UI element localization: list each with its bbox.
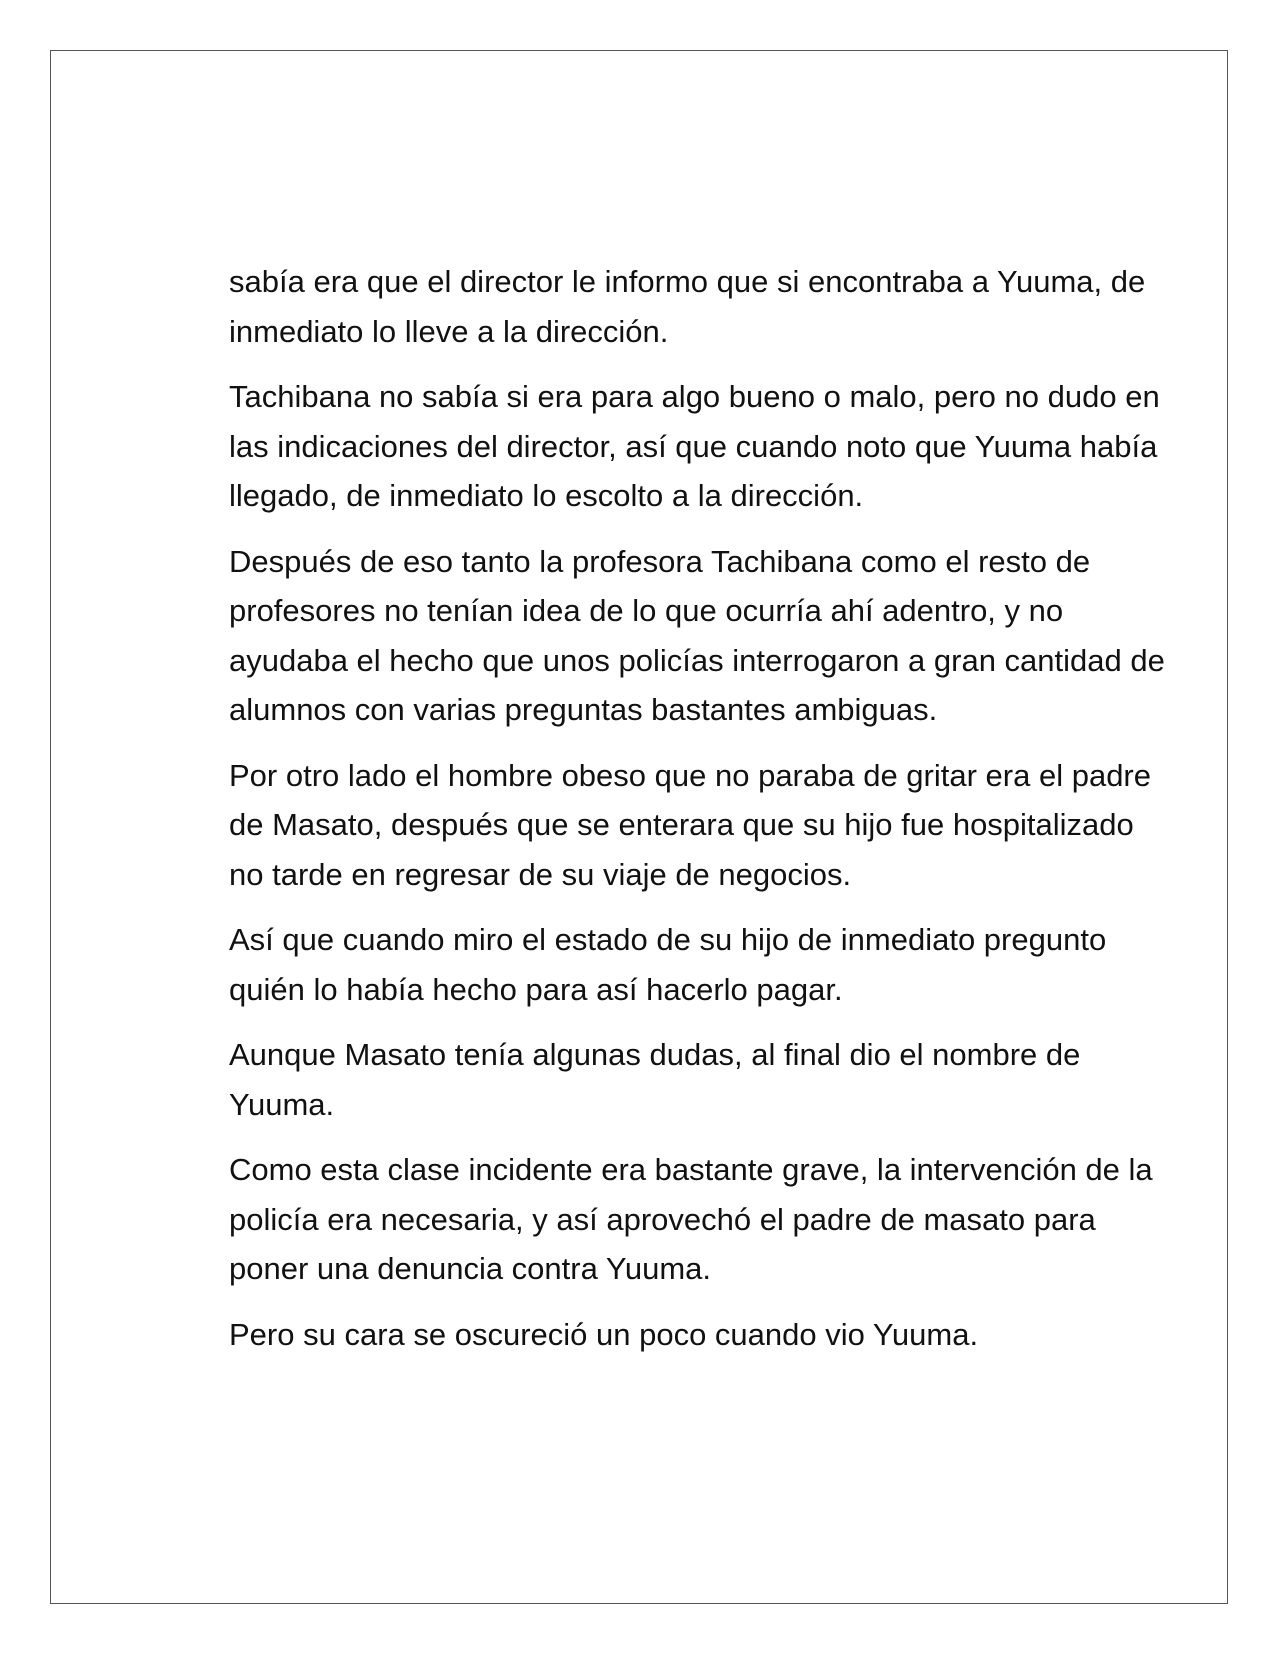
paragraph-8: Pero su cara se oscureció un poco cuando vio Yuuma. bbox=[229, 1316, 979, 1352]
paragraph-6: Aunque Masato tenía algunas dudas, al final dio el nombre de Yuuma. bbox=[229, 1037, 1081, 1122]
document-page bbox=[50, 50, 1228, 1604]
paragraph-3: Después de eso tanto la profesora Tachibana como el resto de profesores no tenían idea de lo que ocurría ahí adentro, y no ayudaba el hecho que unos policías interrogaron a gran cantidad de alumnos con varias preguntas bastantes ambiguas. bbox=[229, 543, 1165, 727]
paragraph-1: sabía era que el director le informo que si encontraba a Yuuma, de inmediato lo lleve a la dirección. bbox=[229, 264, 1146, 349]
document-body bbox=[229, 257, 1169, 1375]
paragraph-5: Así que cuando miro el estado de su hijo de inmediato pregunto quién lo había hecho para así hacerlo pagar. bbox=[229, 922, 1107, 1007]
paragraph-4: Por otro lado el hombre obeso que no paraba de gritar era el padre de Masato, después que se enterara que su hijo fue hospitalizado no tarde en regresar de su viaje de negocios. bbox=[229, 757, 1151, 892]
paragraph-2: Tachibana no sabía si era para algo bueno o malo, pero no dudo en las indicaciones del director, así que cuando noto que Yuuma había llegado, de inmediato lo escolto a la dirección. bbox=[229, 379, 1160, 513]
paragraph-7: Como esta clase incidente era bastante grave, la intervención de la policía era necesaria, y así aprovechó el padre de masato para poner una denuncia contra Yuuma. bbox=[229, 1152, 1153, 1286]
